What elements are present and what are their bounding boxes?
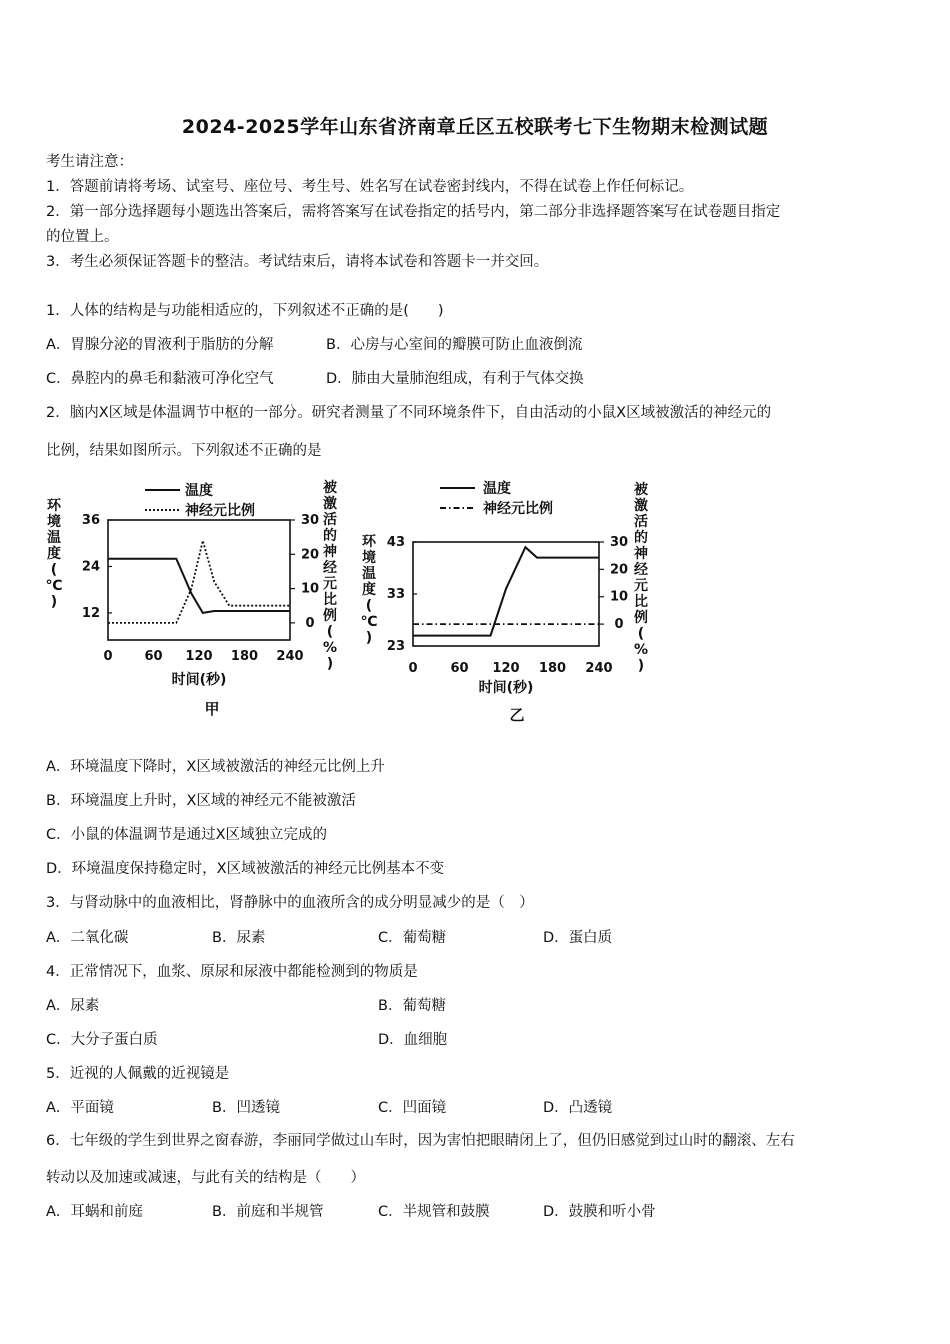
y-left-tick-label: 24 xyxy=(81,559,100,575)
q4-stem: 4．正常情况下，血浆、原尿和尿液中都能检测到的物质是 xyxy=(46,964,418,980)
y-left-axis-label: ) xyxy=(365,630,373,646)
q2-option-b: B．环境温度上升时，X区域的神经元不能被激活 xyxy=(46,793,356,809)
y-right-axis-label: 的 xyxy=(634,530,648,546)
q4-option-b: B．葡萄糖 xyxy=(378,998,446,1014)
x-tick-label: 60 xyxy=(144,649,163,664)
q5-option-d: D．凸透镜 xyxy=(543,1100,613,1116)
panel-label: 甲 xyxy=(204,700,220,718)
q4-option-c: C．大分子蛋白质 xyxy=(46,1032,158,1048)
q4-option-a: A．尿素 xyxy=(46,998,100,1014)
notice-item-3: 3．考生必须保证答题卡的整洁。考试结束后，请将本试卷和答题卡一并交回。 xyxy=(46,254,549,270)
y-left-tick-label: 33 xyxy=(386,587,405,602)
y-right-axis-label: 活 xyxy=(634,514,648,530)
q2-stem-line1: 2．脑内X区域是体温调节中枢的一部分。研究者测量了不同环境条件下，自由活动的小鼠X区域被激活的神经元的 xyxy=(46,405,772,421)
y-left-axis-label: 环 xyxy=(47,498,61,514)
q1-stem: 1．人体的结构是与功能相适应的，下列叙述不正确的是( ) xyxy=(46,303,444,319)
plot-frame xyxy=(108,520,290,640)
page-title: 2024-2025学年山东省济南章丘区五校联考七下生物期末检测试题 xyxy=(181,116,769,138)
y-left-axis-label: ( xyxy=(50,562,58,578)
y-right-axis-label: 元 xyxy=(323,576,337,592)
q5-option-b: B．凹透镜 xyxy=(212,1100,280,1116)
x-tick-label: 180 xyxy=(538,661,567,676)
y-right-axis-label: 神 xyxy=(634,546,648,562)
q6-option-b: B．前庭和半规管 xyxy=(212,1204,324,1220)
y-right-tick-label: 0 xyxy=(305,615,315,631)
y-right-axis-label: 例 xyxy=(323,608,337,624)
panel-label: 乙 xyxy=(509,706,525,724)
series-line-1 xyxy=(413,547,599,635)
y-right-axis-label: 活 xyxy=(323,512,337,528)
y-right-axis-label: % xyxy=(322,640,338,656)
x-tick-label: 180 xyxy=(230,649,259,664)
x-tick-label: 0 xyxy=(408,661,418,676)
y-left-tick-label: 23 xyxy=(386,639,405,654)
x-tick-label: 60 xyxy=(450,661,469,676)
y-right-axis-label: 神 xyxy=(323,544,337,560)
notice-item-1: 1．答题前请将考场、试室号、座位号、考生号、姓名写在试卷密封线内，不得在试卷上作任何标记。 xyxy=(46,179,694,195)
y-right-axis-label: ( xyxy=(326,624,334,640)
y-right-axis-label: 例 xyxy=(634,610,648,626)
y-right-axis-label: 比 xyxy=(634,594,648,610)
y-right-axis-label: % xyxy=(633,642,649,658)
q1-option-b: B．心房与心室间的瓣膜可防止血液倒流 xyxy=(326,337,583,353)
y-left-tick-label: 12 xyxy=(81,605,100,621)
y-left-axis-label: 度 xyxy=(362,582,376,598)
y-right-tick-label: 10 xyxy=(300,581,320,597)
q6-stem-line2: 转动以及加速或减速，与此有关的结构是（ ） xyxy=(46,1170,365,1186)
q2-option-c: C．小鼠的体温调节是通过X区域独立完成的 xyxy=(46,827,328,843)
chart-yi xyxy=(355,472,665,728)
q1-option-d: D．肺由大量肺泡组成，有利于气体交换 xyxy=(326,371,584,387)
y-left-axis-label: ℃ xyxy=(45,578,63,594)
q1-option-c: C．鼻腔内的鼻毛和黏液可净化空气 xyxy=(46,371,274,387)
x-axis-label: 时间(秒) xyxy=(478,680,534,696)
q6-option-c: C．半规管和鼓膜 xyxy=(378,1204,490,1220)
y-right-tick-label: 10 xyxy=(609,589,629,605)
y-left-tick-label: 36 xyxy=(81,513,100,528)
q6-option-a: A．耳蜗和前庭 xyxy=(46,1204,143,1220)
x-tick-label: 120 xyxy=(492,661,520,676)
x-tick-label: 240 xyxy=(276,649,304,664)
y-right-tick-label: 20 xyxy=(300,547,320,563)
x-tick-label: 0 xyxy=(103,649,113,664)
y-left-axis-label: 环 xyxy=(362,534,376,550)
y-right-axis-label: 激 xyxy=(323,496,337,512)
y-right-axis-label: ( xyxy=(637,626,645,642)
y-right-axis-label: 经 xyxy=(323,560,337,576)
legend-label-1: 温度 xyxy=(185,483,213,499)
q3-option-a: A．二氧化碳 xyxy=(46,930,129,946)
y-right-axis-label: 元 xyxy=(634,578,648,594)
series-line-1 xyxy=(108,559,290,613)
y-right-axis-label: 经 xyxy=(634,562,648,578)
y-left-axis-label: 度 xyxy=(47,546,61,562)
y-left-tick-label: 43 xyxy=(386,535,405,550)
notice-heading: 考生请注意： xyxy=(46,154,133,170)
q6-stem-line1: 6．七年级的学生到世界之窗春游，李丽同学做过山车时，因为害怕把眼睛闭上了，但仍旧感觉到过山时的翻滚、左右 xyxy=(46,1133,795,1149)
q3-option-b: B．尿素 xyxy=(212,930,266,946)
q3-option-d: D．蛋白质 xyxy=(543,930,613,946)
notice-item-2-cont: 的位置上。 xyxy=(46,229,119,245)
q6-option-d: D．鼓膜和听小骨 xyxy=(543,1204,656,1220)
y-right-axis-label: ) xyxy=(326,656,334,672)
q5-option-a: A．平面镜 xyxy=(46,1100,114,1116)
y-right-axis-label: ) xyxy=(637,658,645,674)
y-left-axis-label: ) xyxy=(50,594,58,610)
chart-jia xyxy=(40,478,350,728)
y-left-axis-label: ℃ xyxy=(360,614,378,630)
q3-option-c: C．葡萄糖 xyxy=(378,930,447,946)
y-right-axis-label: 激 xyxy=(634,498,648,514)
y-left-axis-label: 境 xyxy=(47,514,61,530)
y-right-tick-label: 30 xyxy=(609,535,629,550)
y-right-tick-label: 30 xyxy=(300,513,320,528)
y-right-tick-label: 20 xyxy=(609,562,629,578)
legend-label-2: 神经元比例 xyxy=(185,503,255,519)
q2-option-a: A．环境温度下降时，X区域被激活的神经元比例上升 xyxy=(46,759,385,775)
q4-option-d: D．血细胞 xyxy=(378,1032,448,1048)
y-left-axis-label: 温 xyxy=(362,566,376,582)
x-tick-label: 240 xyxy=(585,661,613,676)
legend-label-2: 神经元比例 xyxy=(483,501,553,517)
y-right-axis-label: 比 xyxy=(323,592,337,608)
y-left-axis-label: 温 xyxy=(47,530,61,546)
notice-item-2: 2．第一部分选择题每小题选出答案后，需将答案写在试卷指定的括号内，第二部分非选择题答案写在试卷题目指定 xyxy=(46,204,781,220)
q5-option-c: C．凹面镜 xyxy=(378,1100,447,1116)
x-axis-label: 时间(秒) xyxy=(171,672,227,688)
q1-option-a: A．胃腺分泌的胃液利于脂肪的分解 xyxy=(46,337,274,353)
y-left-axis-label: 境 xyxy=(362,550,376,566)
x-tick-label: 120 xyxy=(185,649,213,664)
legend-label-1: 温度 xyxy=(483,481,511,497)
y-right-axis-label: 被 xyxy=(323,480,337,496)
y-right-axis-label: 被 xyxy=(634,482,648,498)
q5-stem: 5．近视的人佩戴的近视镜是 xyxy=(46,1066,230,1082)
q3-stem: 3．与肾动脉中的血液相比，肾静脉中的血液所含的成分明显减少的是（ ） xyxy=(46,895,534,911)
q2-option-d: D．环境温度保持稳定时，X区域被激活的神经元比例基本不变 xyxy=(46,861,445,877)
y-left-axis-label: ( xyxy=(365,598,373,614)
y-right-tick-label: 0 xyxy=(614,617,624,633)
y-right-axis-label: 的 xyxy=(323,528,337,544)
q2-stem-line2: 比例，结果如图所示。下列叙述不正确的是 xyxy=(46,443,322,459)
